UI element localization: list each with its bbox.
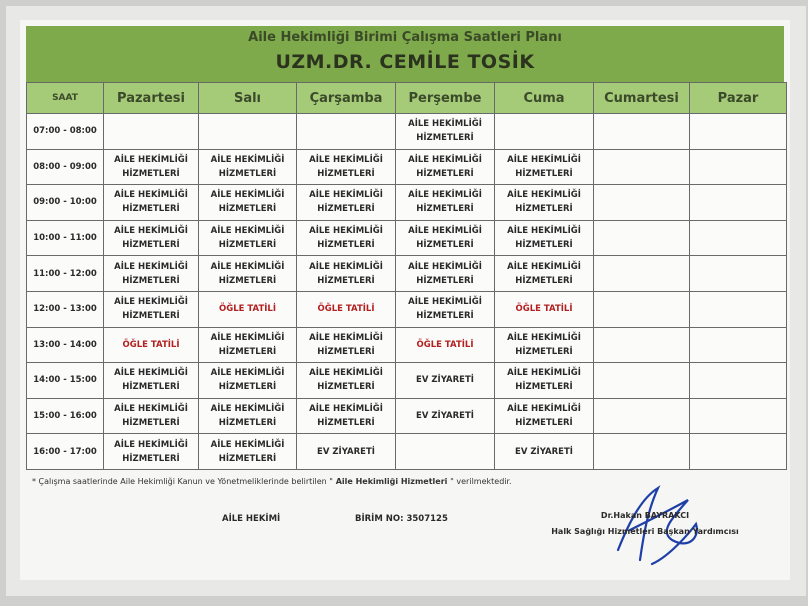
schedule-cell (594, 434, 690, 470)
schedule-cell: AİLE HEKİMLİĞİ HİZMETLERİ (199, 149, 297, 185)
table-row (27, 220, 787, 256)
schedule-cell: AİLE HEKİMLİĞİ HİZMETLERİ (104, 149, 199, 185)
schedule-header (26, 26, 784, 82)
time-slot: 09:00 - 10:00 (27, 185, 104, 221)
footnote (32, 477, 512, 486)
schedule-cell (396, 434, 495, 470)
schedule-cell (690, 398, 787, 434)
column-header-1: Pazartesi (104, 83, 199, 114)
schedule-cell (594, 256, 690, 292)
schedule-table (26, 82, 787, 470)
schedule-cell (690, 220, 787, 256)
schedule-cell: AİLE HEKİMLİĞİ HİZMETLERİ (297, 363, 396, 399)
schedule-cell: AİLE HEKİMLİĞİ HİZMETLERİ (396, 256, 495, 292)
schedule-cell (594, 398, 690, 434)
schedule-cell (297, 114, 396, 150)
schedule-cell: ÖĞLE TATİLİ (297, 291, 396, 327)
time-slot: 12:00 - 13:00 (27, 291, 104, 327)
time-slot: 11:00 - 12:00 (27, 256, 104, 292)
header-row (27, 83, 787, 114)
schedule-cell: AİLE HEKİMLİĞİ HİZMETLERİ (495, 256, 594, 292)
schedule-cell: AİLE HEKİMLİĞİ HİZMETLERİ (495, 149, 594, 185)
time-slot: 10:00 - 11:00 (27, 220, 104, 256)
schedule-cell (594, 185, 690, 221)
time-slot: 14:00 - 15:00 (27, 363, 104, 399)
schedule-cell: EV ZİYARETİ (396, 363, 495, 399)
time-slot: 07:00 - 08:00 (27, 114, 104, 150)
schedule-cell: AİLE HEKİMLİĞİ HİZMETLERİ (104, 185, 199, 221)
column-header-5: Cuma (495, 83, 594, 114)
table-row (27, 256, 787, 292)
schedule-cell: AİLE HEKİMLİĞİ HİZMETLERİ (396, 185, 495, 221)
schedule-cell (594, 149, 690, 185)
schedule-cell: AİLE HEKİMLİĞİ HİZMETLERİ (104, 398, 199, 434)
table-row (27, 398, 787, 434)
schedule-cell: AİLE HEKİMLİĞİ HİZMETLERİ (495, 398, 594, 434)
schedule-cell: AİLE HEKİMLİĞİ HİZMETLERİ (495, 220, 594, 256)
schedule-cell: ÖĞLE TATİLİ (199, 291, 297, 327)
schedule-cell: ÖĞLE TATİLİ (396, 327, 495, 363)
signer-name: Dr.Hakan BAYRAKCI (600, 511, 690, 520)
footnote-suffix: " verilmektedir. (450, 477, 512, 486)
schedule-cell: EV ZİYARETİ (495, 434, 594, 470)
schedule-cell: AİLE HEKİMLİĞİ HİZMETLERİ (396, 149, 495, 185)
time-slot: 16:00 - 17:00 (27, 434, 104, 470)
schedule-cell: AİLE HEKİMLİĞİ HİZMETLERİ (199, 327, 297, 363)
doctor-name: UZM.DR. CEMİLE TOSİK (275, 51, 535, 73)
schedule-cell (594, 291, 690, 327)
schedule-cell: AİLE HEKİMLİĞİ HİZMETLERİ (199, 363, 297, 399)
signer-title: Halk Sağlığı Hizmetleri Başkan Yardımcısı (551, 527, 739, 536)
column-header-6: Cumartesi (594, 83, 690, 114)
schedule-cell (690, 434, 787, 470)
time-slot: 15:00 - 16:00 (27, 398, 104, 434)
schedule-cell (104, 114, 199, 150)
schedule-cell (594, 220, 690, 256)
schedule-cell (495, 114, 594, 150)
schedule-cell: AİLE HEKİMLİĞİ HİZMETLERİ (495, 363, 594, 399)
schedule-cell (690, 256, 787, 292)
table-row (27, 114, 787, 150)
schedule-cell (690, 114, 787, 150)
schedule-cell (199, 114, 297, 150)
column-header-2: Salı (199, 83, 297, 114)
footnote-prefix: * Çalışma saatlerinde Aile Hekimliği Kanun ve Yönetmeliklerinde belirtilen " (32, 477, 333, 486)
schedule-cell: AİLE HEKİMLİĞİ HİZMETLERİ (199, 398, 297, 434)
column-header-4: Perşembe (396, 83, 495, 114)
schedule-cell: ÖĞLE TATİLİ (495, 291, 594, 327)
schedule-cell: AİLE HEKİMLİĞİ HİZMETLERİ (199, 434, 297, 470)
time-slot: 13:00 - 14:00 (27, 327, 104, 363)
schedule-cell: ÖĞLE TATİLİ (104, 327, 199, 363)
schedule-cell: AİLE HEKİMLİĞİ HİZMETLERİ (297, 327, 396, 363)
schedule-cell: AİLE HEKİMLİĞİ HİZMETLERİ (104, 434, 199, 470)
table-row (27, 291, 787, 327)
table-row (27, 327, 787, 363)
schedule-cell: AİLE HEKİMLİĞİ HİZMETLERİ (297, 398, 396, 434)
schedule-cell: AİLE HEKİMLİĞİ HİZMETLERİ (495, 185, 594, 221)
schedule-cell: AİLE HEKİMLİĞİ HİZMETLERİ (495, 327, 594, 363)
schedule-cell: AİLE HEKİMLİĞİ HİZMETLERİ (104, 291, 199, 327)
schedule-cell (690, 291, 787, 327)
schedule-cell (594, 363, 690, 399)
schedule-cell (690, 185, 787, 221)
schedule-cell: AİLE HEKİMLİĞİ HİZMETLERİ (199, 185, 297, 221)
schedule-cell: EV ZİYARETİ (396, 398, 495, 434)
schedule-cell: AİLE HEKİMLİĞİ HİZMETLERİ (297, 220, 396, 256)
schedule-cell: AİLE HEKİMLİĞİ HİZMETLERİ (297, 185, 396, 221)
schedule-cell: AİLE HEKİMLİĞİ HİZMETLERİ (396, 114, 495, 150)
schedule-cell: AİLE HEKİMLİĞİ HİZMETLERİ (396, 220, 495, 256)
table-row (27, 434, 787, 470)
footnote-bold: Aile Hekimliği Hizmetleri (332, 477, 451, 486)
schedule-cell (690, 149, 787, 185)
schedule-cell (594, 327, 690, 363)
schedule-cell (690, 327, 787, 363)
unit-number: BİRİM NO: 3507125 (355, 514, 448, 524)
schedule-cell: AİLE HEKİMLİĞİ HİZMETLERİ (104, 256, 199, 292)
schedule-cell: AİLE HEKİMLİĞİ HİZMETLERİ (199, 220, 297, 256)
column-header-0: SAAT (27, 83, 104, 114)
schedule-cell: AİLE HEKİMLİĞİ HİZMETLERİ (396, 291, 495, 327)
schedule-cell (594, 114, 690, 150)
schedule-cell (690, 363, 787, 399)
schedule-cell: AİLE HEKİMLİĞİ HİZMETLERİ (297, 149, 396, 185)
column-header-3: Çarşamba (297, 83, 396, 114)
signer-block (545, 508, 745, 540)
table-row (27, 149, 787, 185)
table-row (27, 185, 787, 221)
schedule-cell: AİLE HEKİMLİĞİ HİZMETLERİ (104, 220, 199, 256)
schedule-cell: EV ZİYARETİ (297, 434, 396, 470)
schedule-cell: AİLE HEKİMLİĞİ HİZMETLERİ (104, 363, 199, 399)
time-slot: 08:00 - 09:00 (27, 149, 104, 185)
table-row (27, 363, 787, 399)
column-header-7: Pazar (690, 83, 787, 114)
schedule-cell: AİLE HEKİMLİĞİ HİZMETLERİ (297, 256, 396, 292)
plan-title: Aile Hekimliği Birimi Çalışma Saatleri Planı (248, 30, 562, 45)
schedule-body (27, 114, 787, 470)
schedule-cell: AİLE HEKİMLİĞİ HİZMETLERİ (199, 256, 297, 292)
family-doctor-label: AİLE HEKİMİ (222, 514, 281, 524)
